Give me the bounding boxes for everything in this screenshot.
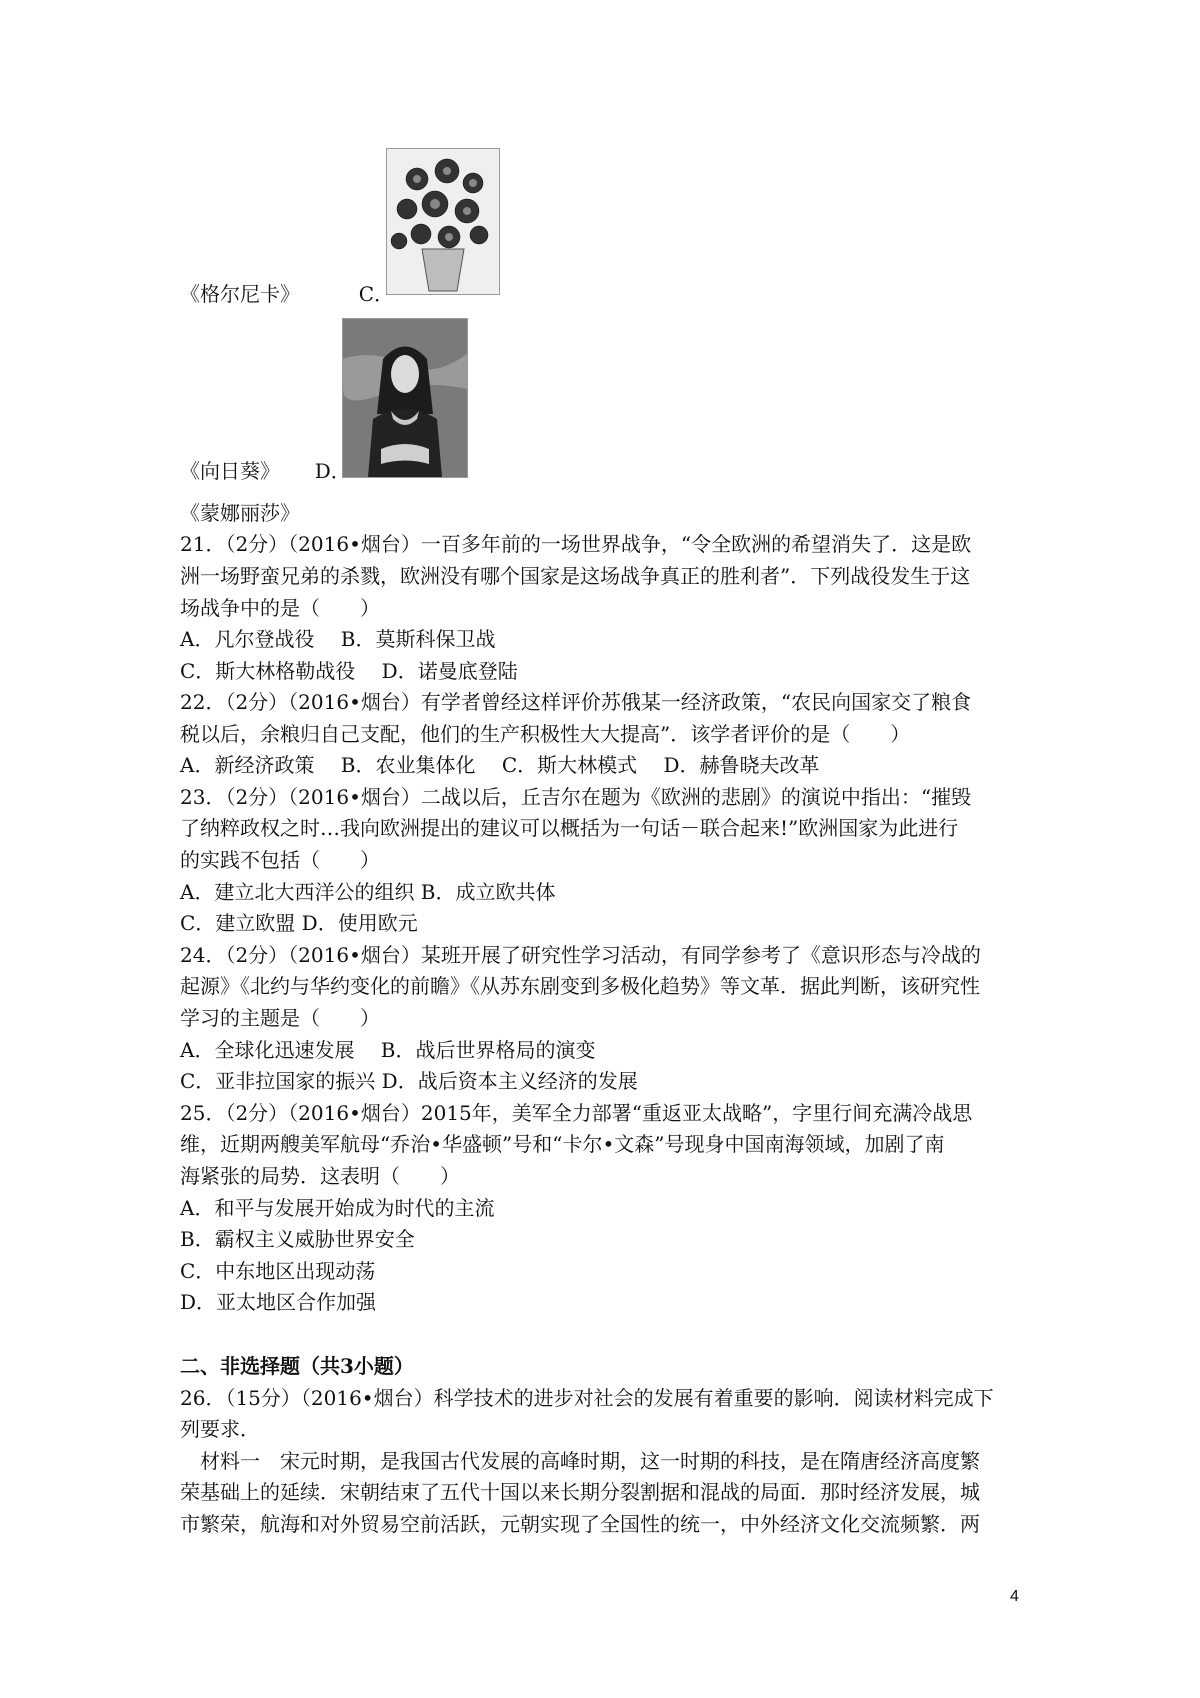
q24-options-line-1: A．全球化迅速发展 B．战后世界格局的演变: [180, 1038, 596, 1062]
q25-text-line-1: 25．（2分）（2016•烟台）2015年，美军全力部署“重返亚太战略”，字里行间充满冷战思: [180, 1101, 973, 1125]
q21-options-line-2: C．斯大林格勒战役 D．诺曼底登陆: [180, 659, 518, 683]
mona-lisa-caption: 《蒙娜丽莎》: [180, 501, 300, 525]
option-c-label: C．: [358, 282, 395, 306]
q25-text-line-3: 海紧张的局势．这表明（ ）: [180, 1164, 460, 1188]
section-2-title: 二、非选择题（共3小题）: [180, 1354, 414, 1378]
q21-text-line-3: 场战争中的是（ ）: [180, 596, 380, 620]
q22-text-line-1: 22．（2分）（2016•烟台）有学者曾经这样评价苏俄某一经济政策，“农民向国家交了粮食: [180, 690, 972, 714]
q26-material-line-2: 荣基础上的延续．宋朝结束了五代十国以来长期分裂割据和混战的局面．那时经济发展，城: [180, 1480, 980, 1504]
q25-option-c: C．中东地区出现动荡: [180, 1259, 376, 1283]
q21-options-line-1: A．凡尔登战役 B．莫斯科保卫战: [180, 627, 496, 651]
q24-text-line-3: 学习的主题是（ ）: [180, 1006, 380, 1030]
mona-lisa-painting-image: [342, 318, 468, 478]
q22-text-line-2: 税以后，余粮归自己支配，他们的生产积极性大大提高”．该学者评价的是（ ）: [180, 722, 911, 746]
q23-text-line-2: 了纳粹政权之时…我向欧洲提出的建议可以概括为一句话－联合起来!”欧洲国家为此进行: [180, 816, 959, 840]
sunflowers-painting-image: [386, 148, 500, 295]
q23-text-line-1: 23．（2分）（2016•烟台）二战以后，丘吉尔在题为《欧洲的悲剧》的演说中指出：“摧毁: [180, 785, 972, 809]
q25-option-d: D．亚太地区合作加强: [180, 1290, 377, 1314]
q24-options-line-2: C．亚非拉国家的振兴 D．战后资本主义经济的发展: [180, 1069, 638, 1093]
q26-text-line-2: 列要求．: [180, 1417, 260, 1441]
q21-text-line-1: 21．（2分）（2016•烟台）一百多年前的一场世界战争，“令全欧洲的希望消失了．这是欧: [180, 532, 972, 556]
sunflowers-caption: 《向日葵》: [180, 459, 280, 483]
q26-material-line-3: 市繁荣，航海和对外贸易空前活跃，元朝实现了全国性的统一，中外经济文化交流频繁．两: [180, 1512, 980, 1536]
q25-option-b: B．霸权主义威胁世界安全: [180, 1227, 415, 1251]
q24-text-line-1: 24．（2分）（2016•烟台）某班开展了研究性学习活动，有同学参考了《意识形态与冷战的: [180, 943, 981, 967]
q24-text-line-2: 起源》《北约与华约变化的前瞻》《从苏东剧变到多极化趋势》等文革．据此判断，该研究性: [180, 974, 980, 998]
q23-text-line-3: 的实践不包括（ ）: [180, 848, 380, 872]
q21-text-line-2: 洲一场野蛮兄弟的杀戮，欧洲没有哪个国家是这场战争真正的胜利者”．下列战役发生于这: [180, 564, 971, 588]
q23-options-line-2: C．建立欧盟 D．使用欧元: [180, 911, 418, 935]
sunflowers-illustration: [387, 149, 499, 294]
q22-options-line-1: A．新经济政策 B．农业集体化 C．斯大林模式 D．赫鲁晓夫改革: [180, 753, 820, 777]
option-b-caption-row: [180, 278, 394, 310]
option-c-caption-row: [180, 455, 351, 487]
q26-material-line-1: 材料一 宋元时期，是我国古代发展的高峰时期，这一时期的科技，是在隋唐经济高度繁: [180, 1449, 980, 1473]
page-number: 4: [1010, 1588, 1019, 1605]
q23-options-line-1: A．建立北大西洋公的组织 B．成立欧共体: [180, 880, 556, 904]
q25-text-line-2: 维，近期两艘美军航母“乔治•华盛顿”号和“卡尔•文森”号现身中国南海领域，加剧了南: [180, 1132, 945, 1156]
option-d-label: D．: [314, 459, 351, 483]
q26-text-line-1: 26．（15分）（2016•烟台）科学技术的进步对社会的发展有着重要的影响．阅读材料完成下: [180, 1386, 994, 1410]
guernica-caption: 《格尔尼卡》: [180, 282, 300, 306]
mona-lisa-illustration: [343, 319, 467, 477]
q25-option-a: A．和平与发展开始成为时代的主流: [180, 1196, 495, 1220]
